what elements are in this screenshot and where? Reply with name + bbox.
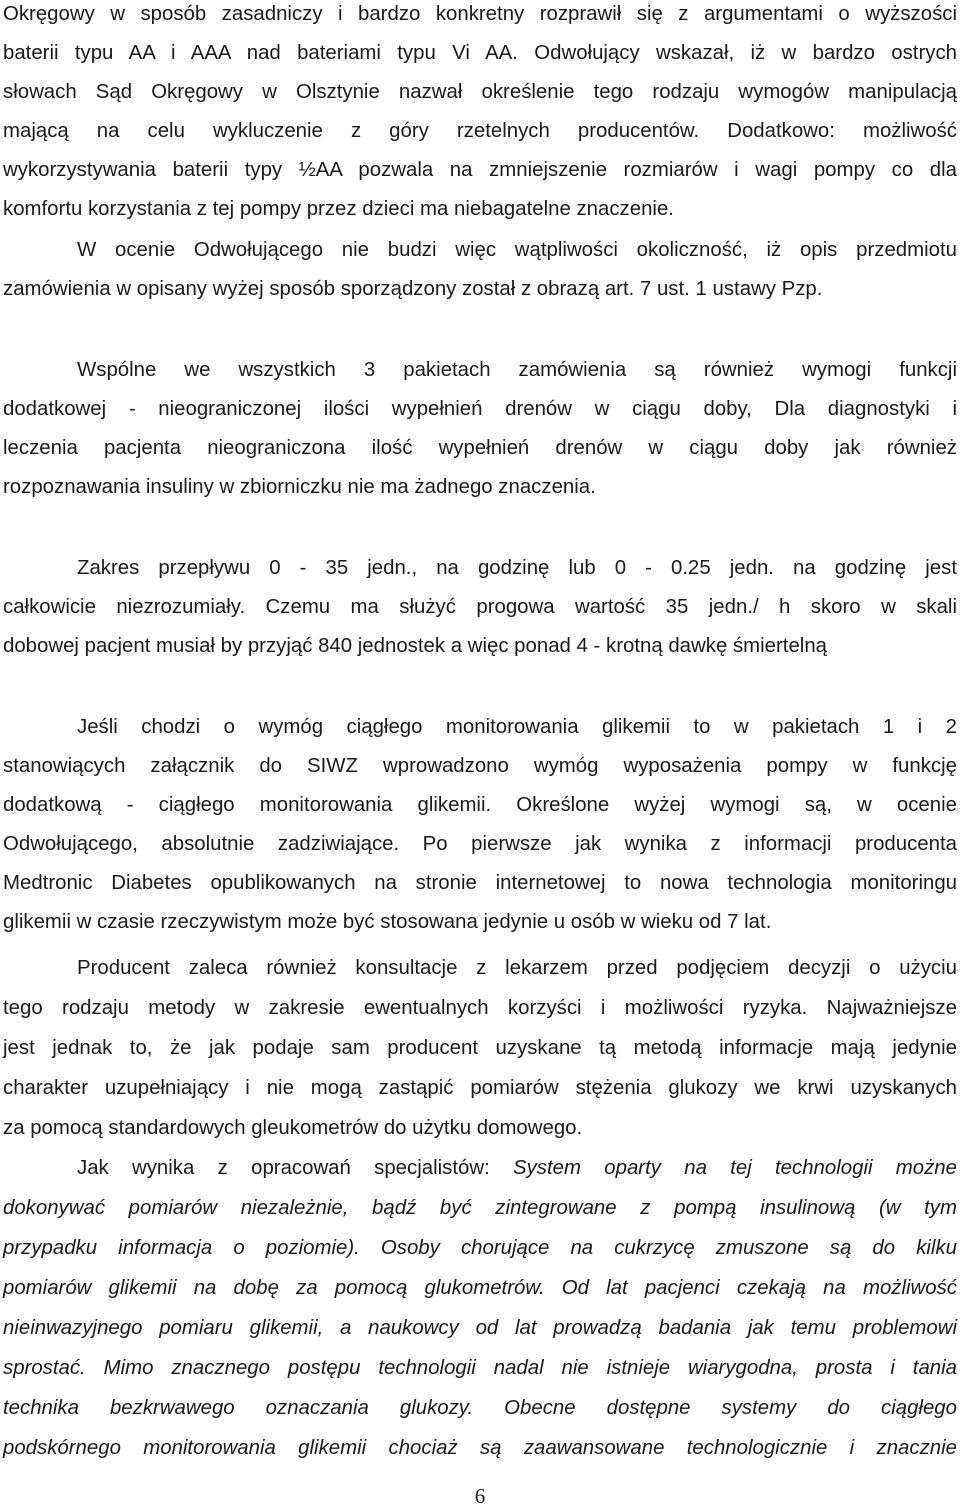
text-line: Medtronic Diabetes opublikowanych na stronie internetowej to nowa technologia monitoringu — [3, 872, 957, 894]
text-line: rozpoznawania insuliny w zbiorniczku nie ma żadnego znaczenia. — [3, 476, 596, 498]
quote-line: podskórnego monitorowania glikemii chociaż są zaawansowane technologicznie i znacznie — [3, 1437, 957, 1459]
text-line: dodatkową - ciągłego monitorowania glikemii. Określone wyżej wymogi są, w ocenie — [3, 794, 957, 816]
text-line: Odwołującego, absolutnie zadziwiające. Po pierwsze jak wynika z informacji producenta — [3, 833, 957, 855]
quote-line: sprostać. Mimo znacznego postępu technologii nadal nie istnieje wiarygodna, prosta i tania — [3, 1357, 957, 1379]
text-line: mającą na celu wykluczenie z góry rzetelnych producentów. Dodatkowo: możliwość — [3, 120, 957, 142]
text-line: stanowiących załącznik do SIWZ wprowadzono wymóg wyposażenia pompy w funkcję — [3, 755, 957, 777]
quote-line: nieinwazyjnego pomiaru glikemii, a naukowcy od lat prowadzą badania jak temu problemowi — [3, 1317, 957, 1339]
quote-line: dokonywać pomiarów niezależnie, bądź być zintegrowane z pompą insulinową (w tym — [3, 1197, 957, 1219]
text-line: za pomocą standardowych gleukometrów do użytku domowego. — [3, 1117, 583, 1139]
text-line: W ocenie Odwołującego nie budzi więc wątpliwości okoliczność, iż opis przedmiotu — [77, 239, 957, 261]
quote-line: pomiarów glikemii na dobę za pomocą glukometrów. Od lat pacjenci czekają na możliwość — [3, 1277, 957, 1299]
text-line — [77, 1155, 957, 1181]
text-line: dobowej pacjent musiał by przyjąć 840 jednostek a więc ponad 4 - krotną dawkę śmiertelną — [3, 635, 828, 657]
quote-text: System oparty na tej technologii możne — [513, 1157, 957, 1179]
text-line: dodatkowej - nieograniczonej ilości wypełnień drenów w ciągu doby, Dla diagnostyki i — [3, 398, 957, 420]
text-line: zamówienia w opisany wyżej sposób sporządzony został z obrazą art. 7 ust. 1 ustawy Pzp. — [3, 278, 823, 300]
text-line: komfortu korzystania z tej pompy przez dzieci ma niebagatelne znaczenie. — [3, 198, 674, 220]
text-line: całkowicie niezrozumiały. Czemu ma służyć progowa wartość 35 jedn./ h skoro w skali — [3, 596, 957, 618]
text-line: tego rodzaju metody w zakresie ewentualnych korzyści i możliwości ryzyka. Najważniejsze — [3, 997, 957, 1019]
text-line: glikemii w czasie rzeczywistym może być stosowana jedynie u osób w wieku od 7 lat. — [3, 911, 772, 933]
text-line: Zakres przepływu 0 - 35 jedn., na godzinę lub 0 - 0.25 jedn. na godzinę jest — [77, 557, 957, 579]
text-line: Jeśli chodzi o wymóg ciągłego monitorowania glikemii to w pakietach 1 i 2 — [77, 716, 957, 738]
text-line: charakter uzupełniający i nie mogą zastąpić pomiarów stężenia glukozy we krwi uzyskanych — [3, 1077, 957, 1099]
text-line: wykorzystywania baterii typy ½AA pozwala na zmniejszenie rozmiarów i wagi pompy co dla — [3, 159, 957, 181]
text-line: baterii typu AA i AAA nad bateriami typu Vi AA. Odwołujący wskazał, iż w bardzo ostrych — [3, 42, 957, 64]
text-line: Wspólne we wszystkich 3 pakietach zamówienia są również wymogi funkcji — [77, 359, 957, 381]
text-line: Producent zaleca również konsultacje z lekarzem przed podjęciem decyzji o użyciu — [77, 957, 957, 979]
quote-intro: Jak wynika z opracowań specjalistów: — [77, 1157, 514, 1179]
text-line: jest jednak to, że jak podaje sam producent uzyskane tą metodą informacje mają jedynie — [3, 1037, 957, 1059]
text-line: Okręgowy w sposób zasadniczy i bardzo konkretny rozprawił się z argumentami o wyższości — [3, 3, 957, 25]
quote-line: przypadku informacja o poziomie). Osoby chorujące na cukrzycę zmuszone są do kilku — [3, 1237, 957, 1259]
text-line: słowach Sąd Okręgowy w Olsztynie nazwał określenie tego rodzaju wymogów manipulacją — [3, 81, 957, 103]
quote-line: technika bezkrwawego oznaczania glukozy. Obecne dostępne systemy do ciągłego — [3, 1397, 957, 1419]
text-line: leczenia pacjenta nieograniczona ilość wypełnień drenów w ciągu doby jak również — [3, 437, 957, 459]
page-number: 6 — [474, 1484, 486, 1508]
